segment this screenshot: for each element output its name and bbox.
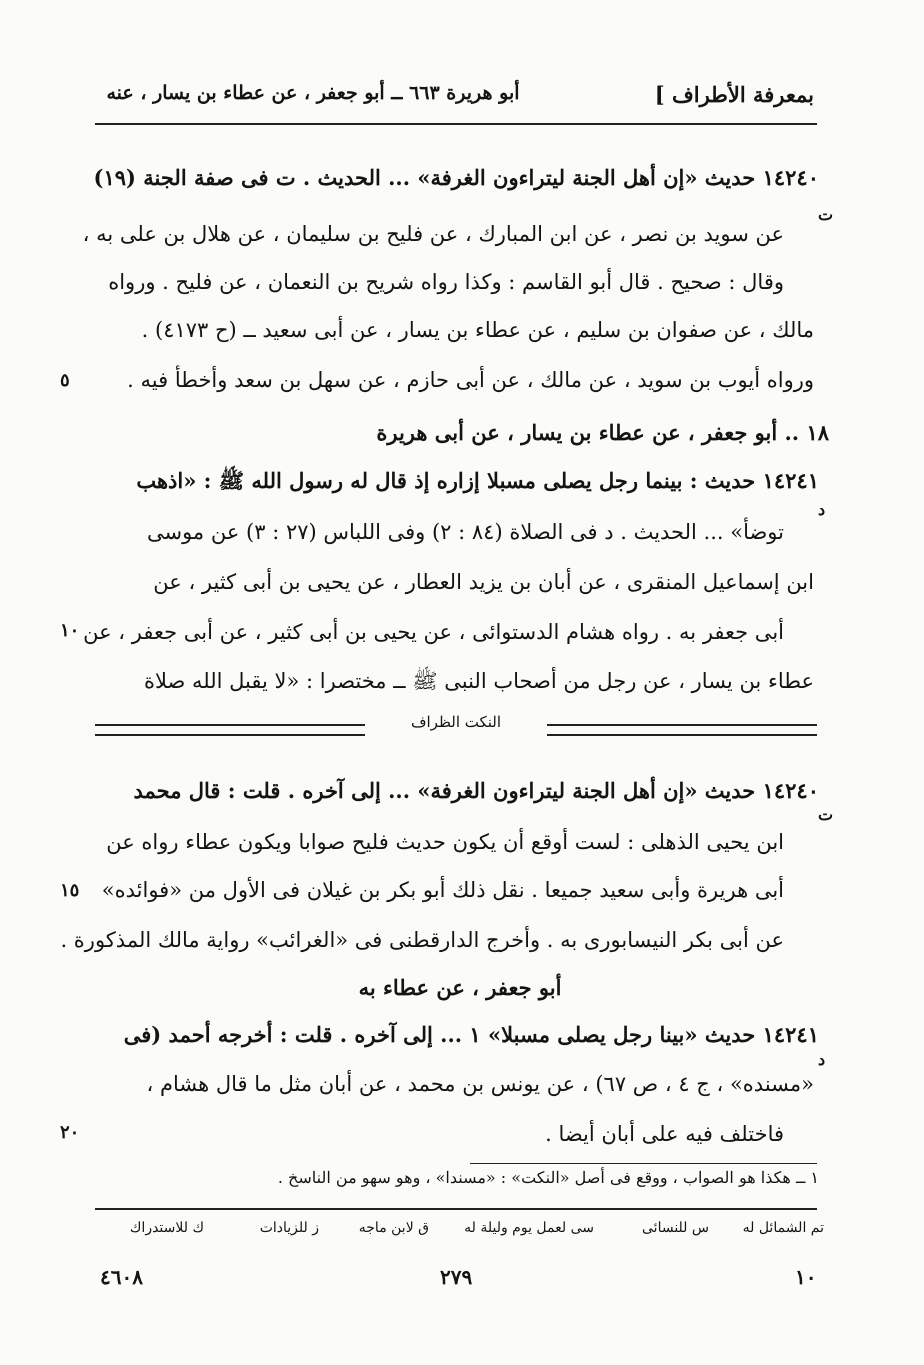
nukat-14240-line3: أبى هريرة وأبى سعيد جميعا . نقل ذلك أبو بكر بن غيلان فى الأول من «فوائده» xyxy=(101,878,784,902)
hadith-14240-line3: وقال : صحيح . قال أبو القاسم : وكذا رواه شريح بن النعمان ، عن فليح . ورواه xyxy=(108,270,784,294)
margin-abudawud-1: د xyxy=(818,500,826,519)
footer-volume-number: ١٠ xyxy=(795,1265,817,1289)
nukat-14240-line1: ١٤٢٤٠ حديث «إن أهل الجنة ليتراءون الغرفة» ... إلى آخره . قلت : قال محمد xyxy=(133,778,819,803)
footnote-rule xyxy=(470,1163,817,1164)
abbrev-ziyadat: ز للزيادات xyxy=(259,1220,319,1236)
hadith-14241-line4: أبى جعفر به . رواه هشام الدستوائى ، عن يحيى بن أبى كثير ، عن أبى جعفر ، عن xyxy=(83,620,784,644)
hadith-14241-line3: ابن إسماعيل المنقرى ، عن أبان بن يزيد العطار ، عن يحيى بن أبى كثير ، عن xyxy=(153,570,814,594)
hadith-14240-line2: عن سويد بن نصر ، عن ابن المبارك ، عن فليح بن سليمان ، عن هلال بن على به ، xyxy=(82,222,784,246)
abbrev-nasai: س للنسائى xyxy=(642,1220,709,1236)
nukat-14240-line4: عن أبى بكر النيسابورى به . وأخرج الدارقطنى فى «الغرائب» رواية مالك المذكورة . xyxy=(60,928,784,952)
hadith-14241-line1: ١٤٢٤١ حديث : بينما رجل يصلى مسبلا إزاره إذ قال له رسول الله ﷺ : «اذهب xyxy=(136,468,819,493)
hadith-14240-line4: مالك ، عن صفوان بن سليم ، عن عطاء بن يسار ، عن أبى سعيد ــ (ح ٤١٧٣) . xyxy=(141,318,814,342)
footnote: ١ ــ هكذا هو الصواب ، ووقع فى أصل «النكت» : «مسندا» ، وهو سهو من الناسخ . xyxy=(277,1168,819,1187)
hadith-14241-line2: توضأ» ... الحديث . د فى الصلاة (٨٤ : ٢) وفى اللباس (٢٧ : ٣) عن موسى xyxy=(146,520,784,544)
page-number: ٢٧٩ xyxy=(440,1265,473,1289)
abbrev-istidrak: ك للاستدراك xyxy=(129,1220,204,1236)
hadith-14240-line5: ورواه أيوب بن سويد ، عن مالك ، عن أبى حازم ، عن سهل بن سعد وأخطأ فيه . xyxy=(127,368,814,392)
footer-record-number: ٤٦٠٨ xyxy=(100,1265,143,1289)
margin-tirmidhi-1: ت xyxy=(818,205,834,224)
nukat-14240-line2: ابن يحيى الذهلى : لست أوقع أن يكون حديث فليح صوابا ويكون عطاء رواه عن xyxy=(106,830,784,854)
margin-tirmidhi-2: ت xyxy=(818,805,834,824)
abbrev-ibn-majah: ق لابن ماجه xyxy=(358,1220,429,1236)
line-number-20: ٢٠ xyxy=(60,1122,80,1143)
divider-line-right xyxy=(547,724,817,736)
abbrev-amal-yawm: سى لعمل يوم وليلة له xyxy=(464,1220,594,1236)
line-number-15: ١٥ xyxy=(60,880,80,901)
line-number-10: ١٠ xyxy=(60,620,80,641)
abbrev-top-rule xyxy=(95,1208,817,1210)
hadith-14240-line1: ١٤٢٤٠ حديث «إن أهل الجنة ليتراءون الغرفة» ... الحديث . ت فى صفة الجنة (١٩) xyxy=(93,165,819,190)
chain-heading: ١٨ .. أبو جعفر ، عن عطاء بن يسار ، عن أبى هريرة xyxy=(376,420,829,445)
sub-heading: أبو جعفر ، عن عطاء به xyxy=(358,975,562,1000)
header-book-title: بمعرفة الأطراف ] xyxy=(654,82,814,107)
header-rule xyxy=(95,123,817,125)
nukat-14241-line2: «مسنده» ، ج ٤ ، ص ٦٧) ، عن يونس بن محمد ، عن أبان مثل ما قال هشام ، xyxy=(146,1072,814,1096)
divider-line-left xyxy=(95,724,365,736)
abbrev-shamail: تم الشمائل له xyxy=(742,1220,824,1236)
hadith-14241-line5: عطاء بن يسار ، عن رجل من أصحاب النبى ﷺ ــ مختصرا : «لا يقبل الله صلاة xyxy=(143,669,814,693)
header-chain-title: أبو هريرة ٦٦٣ ــ أبو جعفر ، عن عطاء بن يسار ، عنه xyxy=(106,82,520,104)
margin-abudawud-2: د xyxy=(818,1050,826,1069)
nukat-14241-line1: ١٤٢٤١ حديث «بينا رجل يصلى مسبلا» ١ ... إلى آخره . قلت : أخرجه أحمد (فى xyxy=(123,1022,819,1047)
nukat-divider xyxy=(95,713,817,738)
nukat-14241-line3: فاختلف فيه على أبان أيضا . xyxy=(545,1122,784,1146)
divider-label: النكت الظراف xyxy=(410,713,502,731)
line-number-5: ٥ xyxy=(60,370,70,391)
